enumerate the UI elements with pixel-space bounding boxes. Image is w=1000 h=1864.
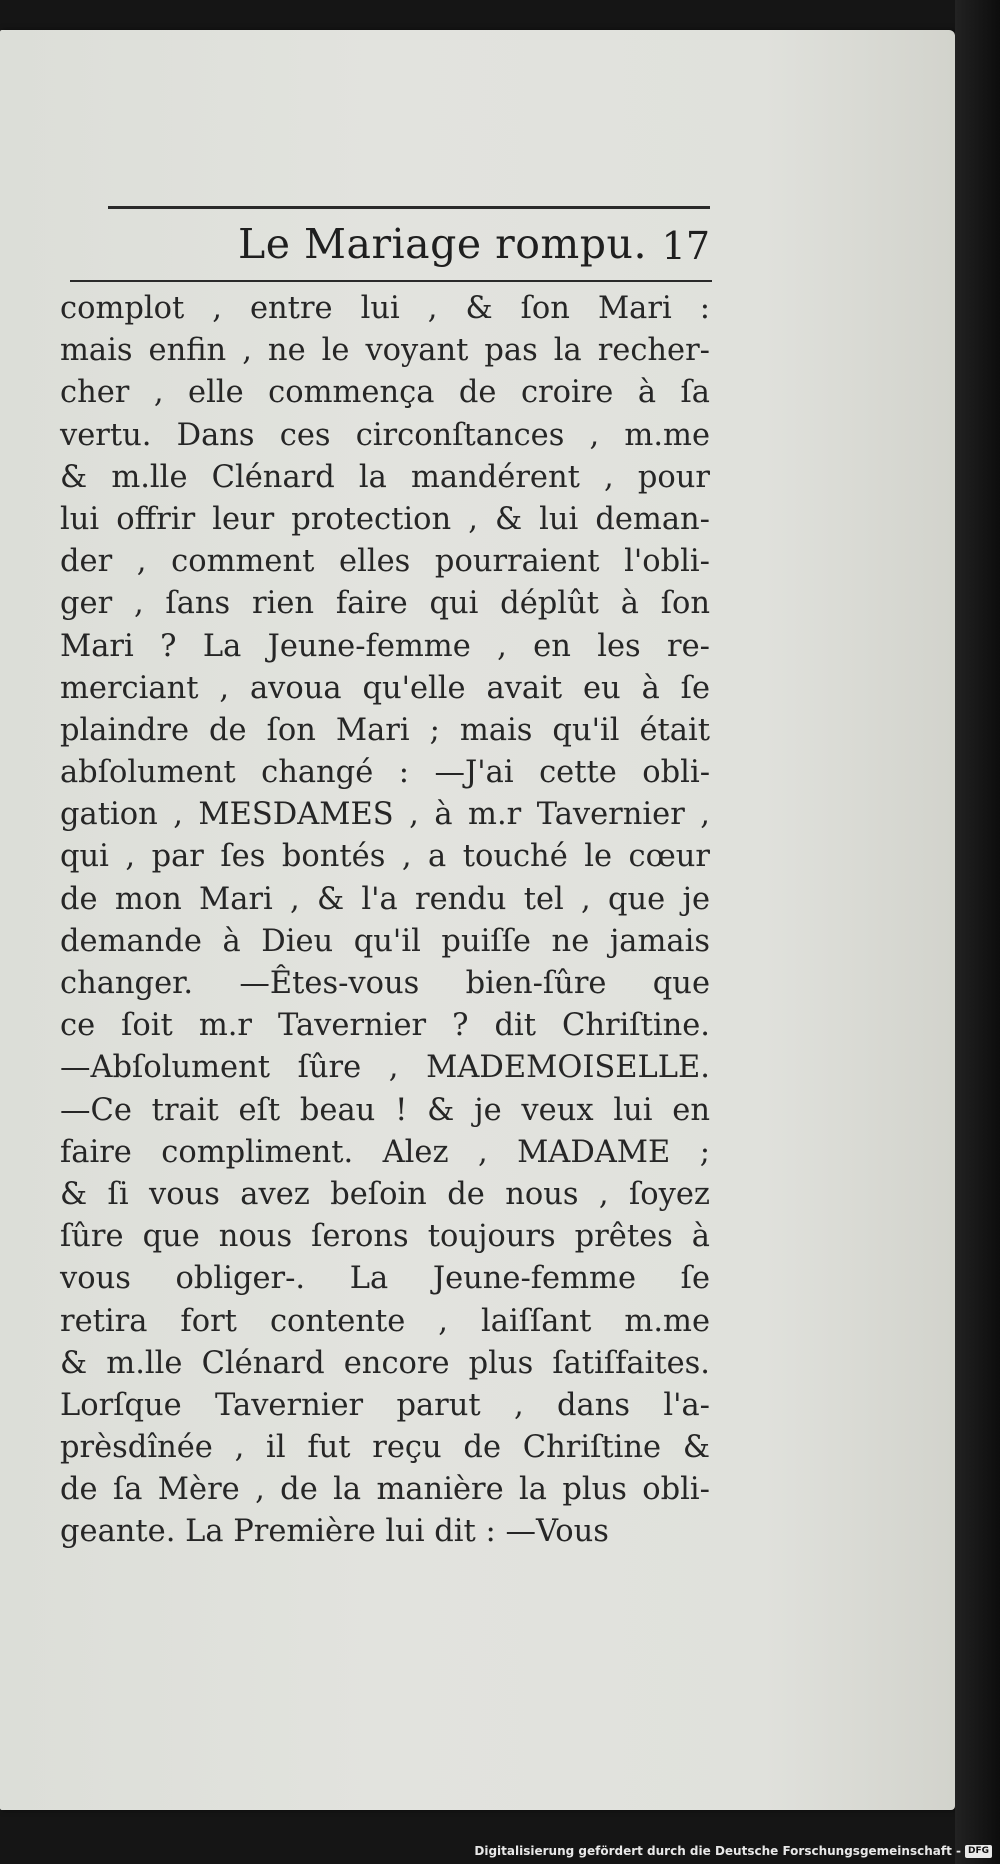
text-line: —Ce trait eſt beau ! & je veux lui en [60, 1092, 710, 1128]
text-line: ger , ſans rien faire qui déplût à ſon [60, 586, 710, 622]
dfg-logo-icon: DFG [965, 1845, 992, 1858]
digitization-credit [474, 1844, 992, 1858]
text-line: ce ſoit m.r Tavernier ? dit Chriſtine. [60, 1008, 710, 1044]
text-line: abſolument changé : —J'ai cette obli- [60, 755, 710, 791]
credit-text: Digitalisierung gefördert durch die Deutsche Forschungsgemeinschaft - [474, 1844, 961, 1858]
text-line: geante. La Première lui dit : —Vous [60, 1514, 609, 1550]
text-line: Lorſque Tavernier parut , dans l'a- [60, 1387, 710, 1423]
text-line: de mon Mari , & l'a rendu tel , que je [60, 881, 710, 917]
page-number: 17 [661, 224, 710, 268]
text-line: cher , elle commença de croire à ſa [60, 375, 710, 411]
book-page [0, 30, 955, 1810]
text-line: & m.lle Clénard encore plus ſatiſfaites. [60, 1345, 710, 1381]
text-line: der , comment elles pourraient l'obli- [60, 544, 710, 580]
text-line: qui , par ſes bontés , a touché le cœur [60, 839, 710, 875]
text-line: mais enfin , ne le voyant pas la recher- [60, 333, 710, 369]
text-line: retira fort contente , laiſſant m.me [60, 1303, 710, 1339]
text-line: & ſi vous avez beſoin de nous , ſoyez [60, 1176, 710, 1212]
text-line: ſûre que nous ſerons toujours prêtes à [60, 1219, 710, 1255]
text-line: plaindre de ſon Mari ; mais qu'il était [60, 712, 710, 748]
text-line: vertu. Dans ces circonſtances , m.me [60, 417, 710, 453]
text-line: changer. —Êtes-vous bien-ſûre que [60, 966, 710, 1001]
text-line: gation , MESDAMES , à m.r Tavernier , [60, 797, 710, 833]
text-line: prèsdînée , il fut reçu de Chriſtine & [60, 1430, 710, 1466]
text-line: lui offrir leur protection , & lui deman- [60, 501, 710, 537]
header-rule-top [108, 206, 710, 209]
text-line: faire compliment. Alez , MADAME ; [60, 1134, 710, 1170]
running-head [108, 220, 710, 280]
header-rule-bottom [70, 280, 712, 282]
body-text [60, 288, 710, 1554]
text-line: merciant , avoua qu'elle avait eu à ſe [60, 670, 710, 706]
text-line: vous obliger-. La Jeune-femme ſe [60, 1261, 710, 1297]
text-line: demande à Dieu qu'il puiſſe ne jamais [60, 923, 710, 959]
text-line: de ſa Mère , de la manière la plus obli- [60, 1472, 710, 1508]
text-line: complot , entre lui , & ſon Mari : [60, 291, 710, 326]
text-line: & m.lle Clénard la mandérent , pour [60, 459, 710, 495]
text-line: —Abſolument ſûre , MADEMOISELLE. [60, 1050, 710, 1086]
scanner-edge [955, 0, 1000, 1864]
text-line: Mari ? La Jeune-femme , en les re- [60, 628, 710, 664]
running-title: Le Mariage rompu. [238, 220, 647, 268]
